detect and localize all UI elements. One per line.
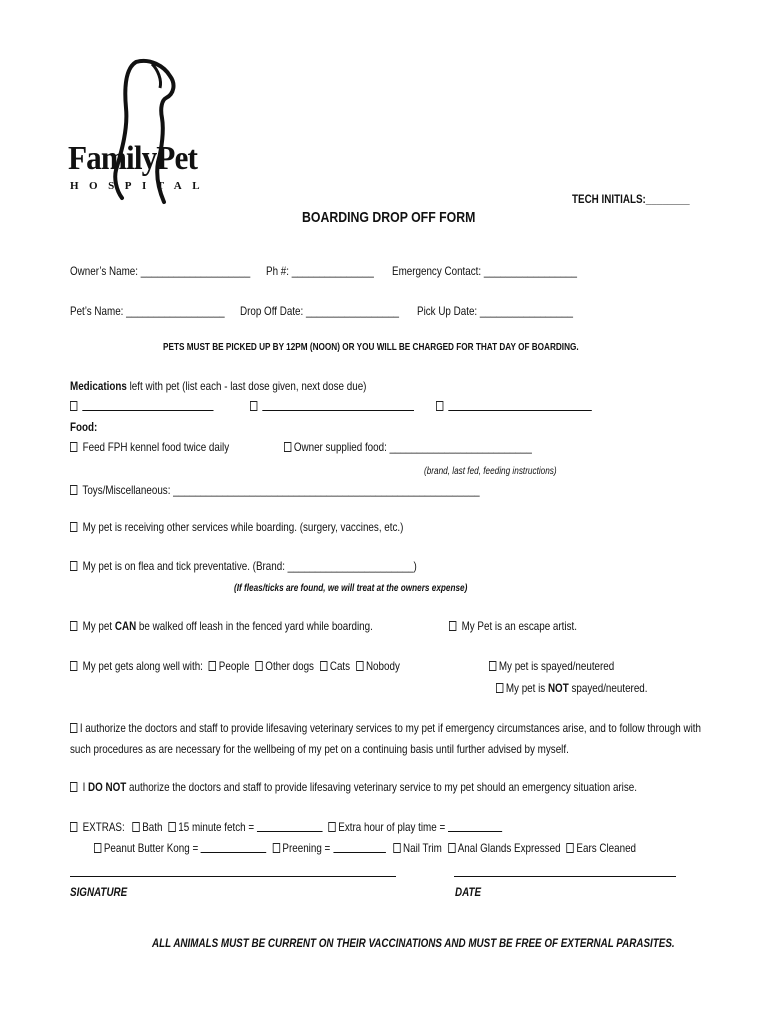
extras-row-1: EXTRAS: Bath 15 minute fetch = Extra hour of play time = — [70, 820, 502, 834]
signature-line[interactable] — [70, 876, 396, 877]
checkbox-icon[interactable] — [70, 723, 77, 733]
checkbox-icon[interactable] — [284, 442, 291, 452]
checkbox-icon[interactable] — [209, 661, 216, 671]
checkbox-icon[interactable] — [70, 661, 77, 671]
checkbox-icon[interactable] — [449, 621, 456, 631]
checkbox-icon[interactable] — [70, 822, 77, 832]
checkbox-icon[interactable] — [70, 442, 77, 452]
authorize-continued: such procedures as are necessary for the wellbeing of my pet on a continuing basis until further advised by myself. — [70, 742, 569, 756]
flea-tick-note: (If fleas/ticks are found, we will treat at the owners expense) — [234, 583, 468, 594]
signature-label: SIGNATURE — [70, 885, 128, 899]
gets-along-row: My pet gets along well with: People Other dogs Cats Nobody — [70, 659, 400, 673]
checkbox-icon[interactable] — [496, 683, 503, 693]
checkbox-icon[interactable] — [255, 661, 262, 671]
checkbox-icon[interactable] — [436, 401, 443, 411]
food-owner-option[interactable]: Owner supplied food: __________________________ — [284, 440, 532, 454]
food-fph-option[interactable]: Feed FPH kennel food twice daily — [70, 440, 229, 454]
pet-name-field[interactable]: Pet’s Name: __________________ — [70, 304, 225, 318]
not-spayed-option[interactable]: My pet is NOT spayed/neutered. — [496, 681, 648, 695]
escape-artist-option[interactable]: My Pet is an escape artist. — [449, 619, 577, 633]
spayed-option[interactable]: My pet is spayed/neutered — [489, 659, 614, 673]
checkbox-icon[interactable] — [132, 822, 139, 832]
drop-off-date-field[interactable]: Drop Off Date: _________________ — [240, 304, 400, 318]
tech-initials: TECH INITIALS:________ — [572, 192, 690, 206]
food-label: Food: — [70, 420, 98, 434]
checkbox-icon[interactable] — [489, 661, 496, 671]
checkbox-icon[interactable] — [448, 843, 455, 853]
checkbox-icon[interactable] — [94, 843, 101, 853]
phone-field[interactable]: Ph #: _______________ — [266, 264, 374, 278]
other-services-option[interactable]: My pet is receiving other services while boarding. (surgery, vaccines, etc.) — [70, 520, 403, 534]
food-hint: (brand, last fed, feeding instructions) — [424, 466, 557, 477]
checkbox-icon[interactable] — [393, 843, 400, 853]
medications-heading — [70, 379, 366, 393]
footer-notice: ALL ANIMALS MUST BE CURRENT ON THEIR VACCINATIONS AND MUST BE FREE OF EXTERNAL PARASITES. — [152, 936, 675, 950]
checkbox-icon[interactable] — [250, 401, 257, 411]
medications-instructions: left with pet (list each - last dose given, next dose due) — [126, 379, 367, 393]
date-label: DATE — [455, 885, 482, 899]
form-title: BOARDING DROP OFF FORM — [302, 209, 476, 226]
checkbox-icon[interactable] — [567, 843, 574, 853]
checkbox-icon[interactable] — [70, 485, 77, 495]
extras-row-2: Peanut Butter Kong = Preening = Nail Trim Anal Glands Expressed Ears Cleaned — [94, 841, 636, 855]
logo-brand-sub: HOSPITAL — [70, 180, 211, 192]
medication-entry-1[interactable] — [70, 399, 214, 413]
toys-field[interactable]: Toys/Miscellaneous: ________________________________________________________ — [70, 483, 480, 497]
off-leash-option[interactable]: My pet CAN be walked off leash in the fenced yard while boarding. — [70, 619, 373, 633]
checkbox-icon[interactable] — [70, 561, 77, 571]
checkbox-icon[interactable] — [273, 843, 280, 853]
owner-name-field[interactable]: Owner’s Name: ____________________ — [70, 264, 251, 278]
not-authorize-option[interactable]: I DO NOT authorize the doctors and staff to provide lifesaving veterinary service to my pet should an emergency situation arise. — [70, 780, 637, 794]
checkbox-icon[interactable] — [356, 661, 363, 671]
pickup-notice: PETS MUST BE PICKED UP BY 12PM (NOON) OR YOU WILL BE CHARGED FOR THAT DAY OF BOARDING. — [163, 342, 579, 353]
checkbox-icon[interactable] — [70, 522, 77, 532]
checkbox-icon[interactable] — [70, 621, 77, 631]
checkbox-icon[interactable] — [168, 822, 175, 832]
checkbox-icon[interactable] — [70, 782, 77, 792]
pick-up-date-field[interactable]: Pick Up Date: _________________ — [417, 304, 573, 318]
medication-entry-2[interactable] — [250, 399, 414, 413]
emergency-contact-field[interactable]: Emergency Contact: _________________ — [392, 264, 577, 278]
checkbox-icon[interactable] — [320, 661, 327, 671]
flea-tick-option[interactable]: My pet is on flea and tick preventative. (Brand: _______________________) — [70, 559, 417, 573]
medications-label: Medications — [70, 379, 127, 393]
logo-brand-name: FamilyPet — [68, 140, 197, 177]
medication-entry-3[interactable] — [436, 399, 592, 413]
checkbox-icon[interactable] — [70, 401, 77, 411]
checkbox-icon[interactable] — [328, 822, 335, 832]
authorize-option[interactable]: I authorize the doctors and staff to provide lifesaving veterinary services to my pet if emergency circumstances arise, and to follow through with — [70, 721, 701, 735]
date-line[interactable] — [454, 876, 676, 877]
